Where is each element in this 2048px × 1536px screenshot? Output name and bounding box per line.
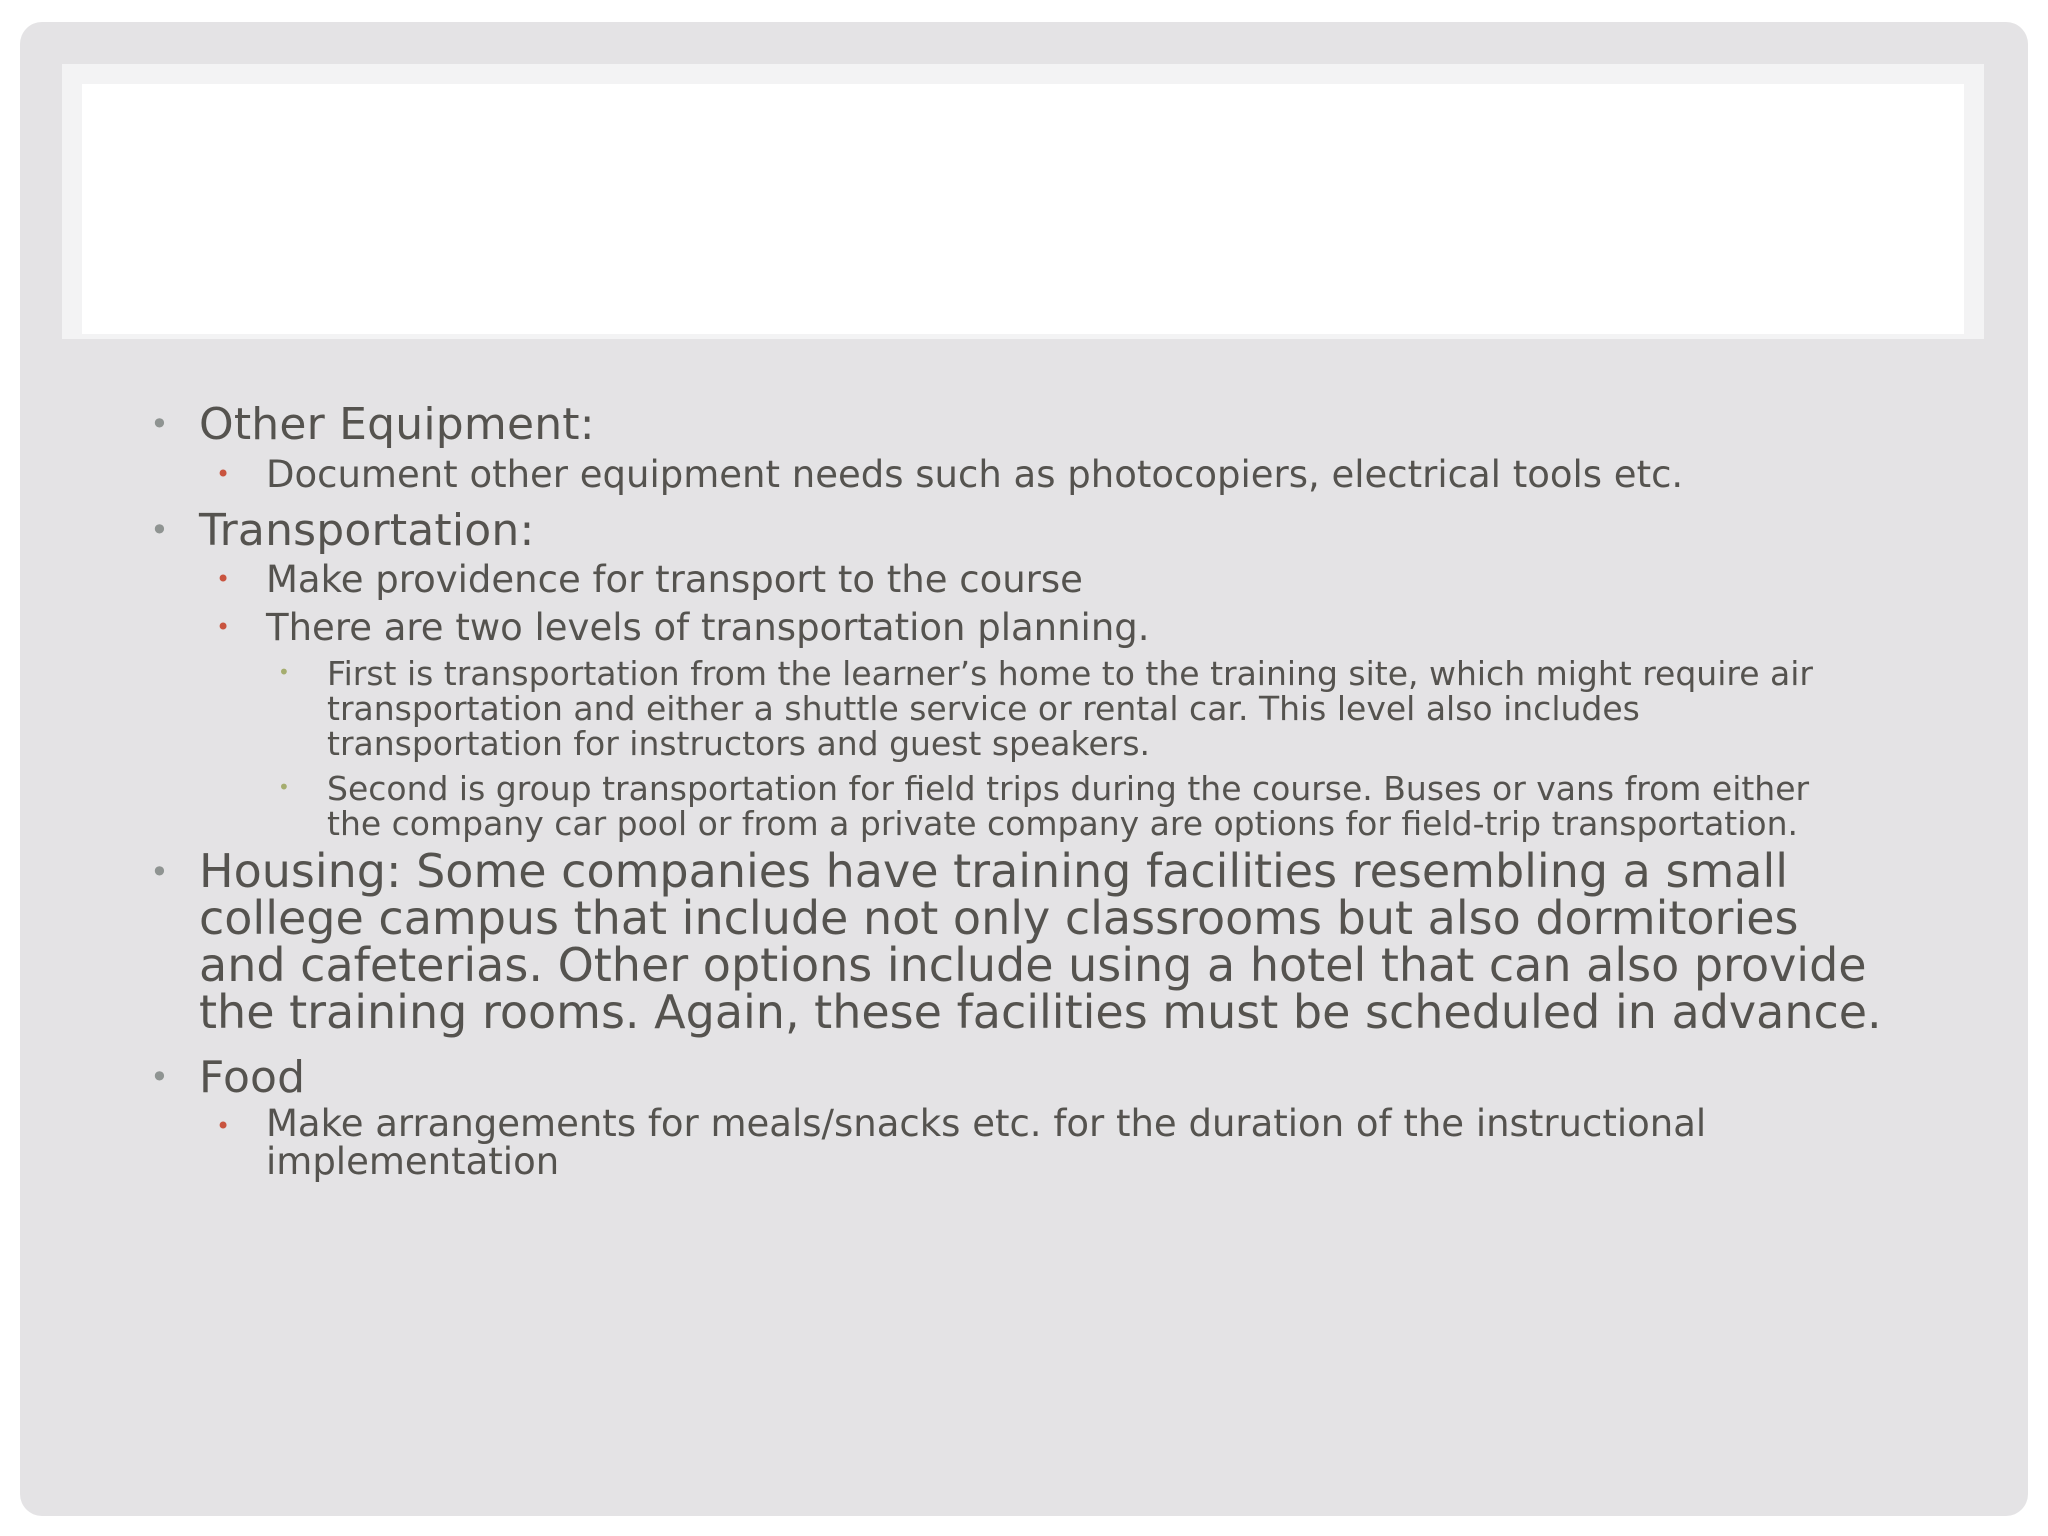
text-line: Second is group transportation for field trips during the course. Buses or vans from either: [327, 769, 1810, 808]
slide-body: [20, 22, 2028, 1516]
text-line: First is transportation from the learner’s home to the training site, which might require air: [327, 654, 1813, 693]
level2-bullet-icon: •: [216, 613, 231, 641]
heading-other-equipment: Other Equipment:: [199, 399, 595, 450]
item-first-level: [327, 656, 1813, 761]
text-line: and cafeterias. Other options include using a hotel that can also provide: [199, 938, 1867, 992]
level1-bullet-icon: •: [150, 405, 169, 443]
level1-bullet-icon: •: [150, 1058, 169, 1096]
level1-bullet-icon: •: [150, 853, 169, 891]
text-line: transportation and either a shuttle service or rental car. This level also includes: [327, 689, 1640, 728]
slide: [20, 22, 2028, 1516]
level2-bullet-icon: •: [216, 565, 231, 593]
text-line: the company car pool or from a private company are options for field-trip transportation.: [327, 804, 1799, 843]
heading-transportation: Transportation:: [199, 505, 535, 556]
item-two-levels: There are two levels of transportation planning.: [266, 606, 1150, 649]
level2-bullet-icon: •: [216, 460, 231, 488]
level3-bullet-icon: •: [278, 660, 290, 684]
text-line: Make arrangements for meals/snacks etc. for the duration of the instructional: [266, 1102, 1707, 1145]
heading-food: Food: [199, 1052, 306, 1103]
text-line: implementation: [266, 1140, 560, 1183]
text-line: college campus that include not only classrooms but also dormitories: [199, 891, 1799, 945]
text-line: Housing: Some companies have training facilities resembling a small: [199, 844, 1789, 898]
level2-bullet-icon: •: [216, 1112, 231, 1140]
item-transport-providence: Make providence for transport to the course: [266, 558, 1083, 601]
level1-bullet-icon: •: [150, 511, 169, 549]
item-second-level: [327, 771, 1809, 841]
paragraph-housing: [199, 844, 1999, 1039]
item-meals: [266, 1102, 1926, 1183]
text-line: the training rooms. Again, these facilities must be scheduled in advance.: [199, 985, 1882, 1039]
text-line: transportation for instructors and guest speakers.: [327, 724, 1151, 763]
level3-bullet-icon: •: [278, 775, 290, 799]
item-document-equipment: Document other equipment needs such as photocopiers, electrical tools etc.: [266, 453, 1684, 496]
